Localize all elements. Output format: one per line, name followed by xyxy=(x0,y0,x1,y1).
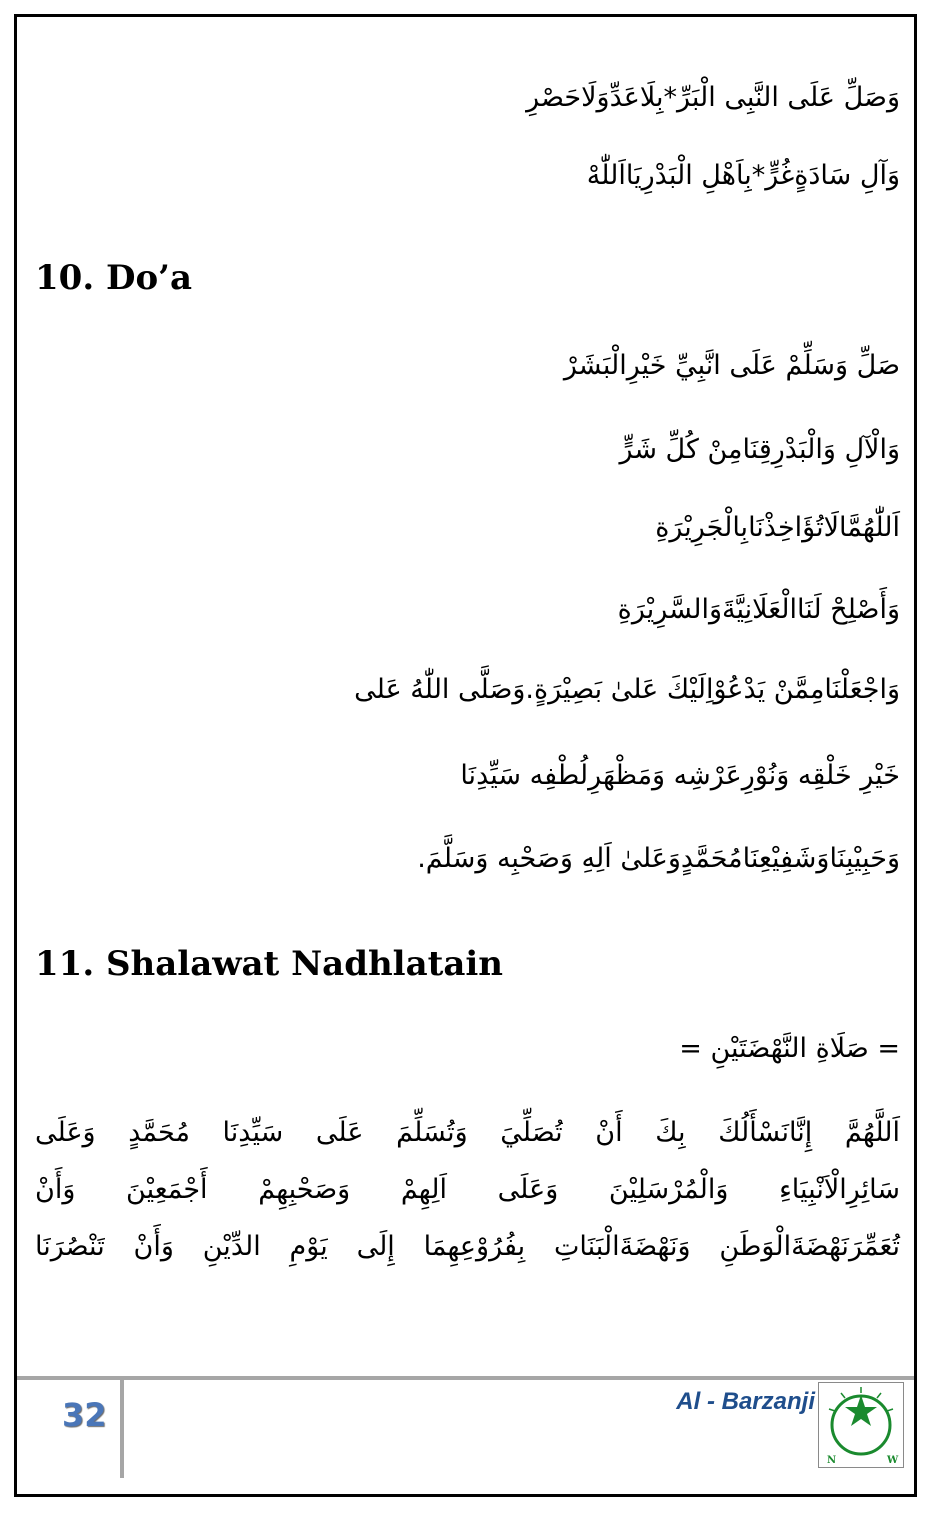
logo-emblem xyxy=(819,1383,903,1467)
paragraph-line: سَائِرِالْاَنْبِيَاءِ وَالْمُرْسَلِيْنَ وَعَلَى اَلِهِمْ وَصَحْبِهِمْ أَجْمَعِيْنَ وَأَنْ xyxy=(35,1174,900,1205)
doa-line-3: اَللّٰهُمَّالَاتُؤَاخِذْنَابِالْجَرِيْرَةِ xyxy=(655,512,900,543)
paragraph-line: تُعَمِّرَنَهْضَةَالْوَطَنِ وَنَهْضَةَالْبَنَاتِ بِفُرُوْعِهِمَا إِلَى يَوْمِ الدِّيْنِ وَأَنْ تَنْصُرَنَا xyxy=(35,1231,900,1262)
doa-line-4: وَأَصْلِحْ لَنَاالْعَلَانِيَّةَوَالسَّرِيْرَةِ xyxy=(617,594,900,625)
footer-divider xyxy=(17,1376,914,1380)
footer-title: Al - Barzanji xyxy=(676,1388,815,1415)
page-number: 32 xyxy=(62,1396,107,1434)
footer-vertical-divider xyxy=(120,1380,124,1478)
paragraph-line: اَللَّهُمَّ إِنَّانَسْأَلُكَ بِكَ أَنْ تُصَلِّيَ وَتُسَلِّمَ عَلَى سَيِّدِنَا مُحَمَّدٍ وَعَلَى xyxy=(35,1117,900,1148)
doa-line-6: خَيْرِ خَلْقِه وَنُوْرِعَرْشِه وَمَظْهَرِلُطْفِه سَيِّدِنَا xyxy=(460,760,900,791)
logo-letter-w: W xyxy=(887,1455,899,1466)
poem-line-2: وَآلِ سَادَةٍغُرٍّ*بِاَهْلِ الْبَدْرِيَااَللّٰهْ xyxy=(586,160,900,191)
doa-line-7: وَحَبِيْبِنَاوَشَفِيْعِنَامُحَمَّدٍوَعَلىٰ اَلِهِ وَصَحْبِه وَسَلَّمَ. xyxy=(417,843,900,874)
doa-line-2: وَالْآلِ وَالْبَدْرِقِنَامِنْ كُلِّ شَرٍّ xyxy=(619,434,900,465)
section-11-heading: 11. Shalawat Nadhlatain xyxy=(35,944,503,984)
logo-letter-n: N xyxy=(827,1455,837,1466)
doa-line-1: صَلِّ وَسَلِّمْ عَلَى انَّبِيِّ خَيْرِالْبَشَرْ xyxy=(563,350,900,381)
nw-logo-icon xyxy=(818,1382,904,1468)
section-10-heading: 10. Do’a xyxy=(35,258,193,298)
logo-crescent xyxy=(833,1427,889,1455)
poem-line-1: وَصَلِّ عَلَى النَّبِى الْبَرِّ*بِلَاعَدِّوَلَاحَصْرِ xyxy=(526,82,900,113)
nadhlatain-subtitle: = صَلَاةِ النَّهْضَتَيْنِ = xyxy=(679,1033,900,1064)
doa-line-5: وَاجْعَلْنَامِمَّنْ يَدْعُوْاِلَيْكَ عَلىٰ بَصِيْرَةٍ.وَصَلَّى اللّٰهُ عَلى xyxy=(354,674,900,705)
nadhlatain-paragraph xyxy=(35,1104,900,1275)
